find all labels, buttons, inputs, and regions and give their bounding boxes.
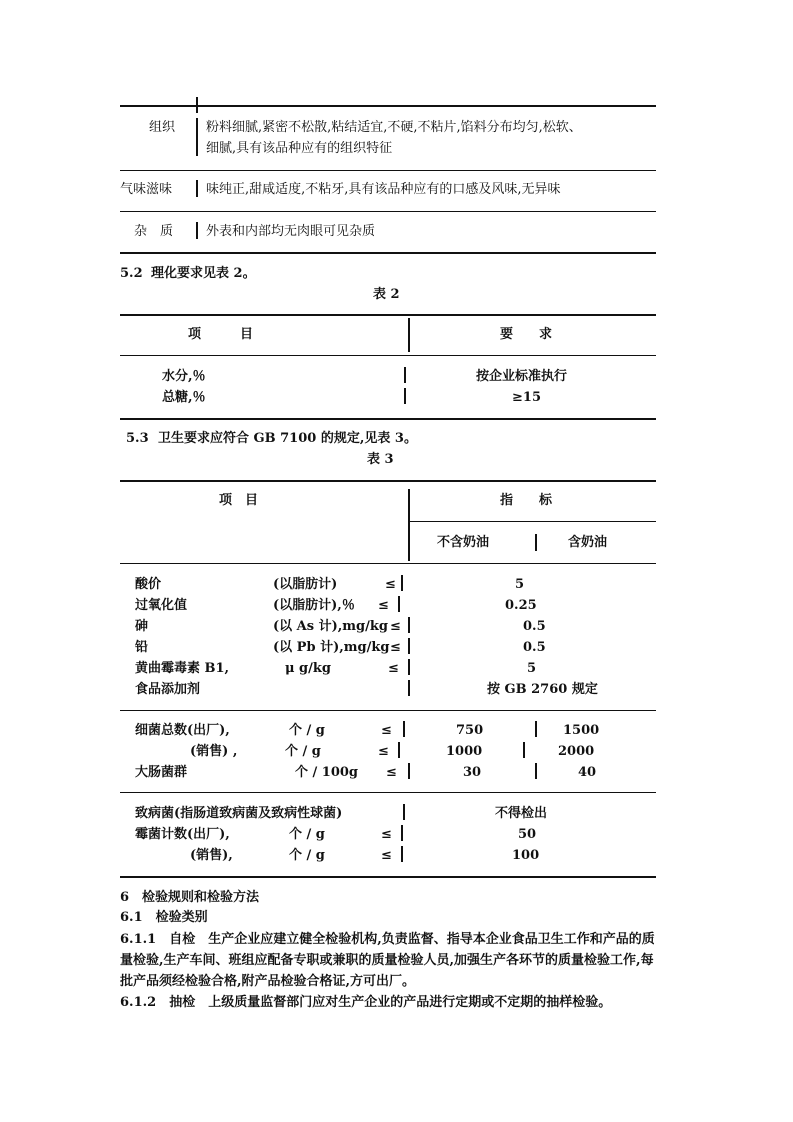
table3-row-name: (销售) , — [190, 744, 238, 759]
table3-row-name: 细菌总数(出厂), — [135, 723, 230, 738]
table3-row-value: 按 GB 2760 规定 — [487, 682, 598, 697]
table3-row-basis: (以脂肪计),％ — [273, 598, 355, 613]
table3-row-op: ≤ — [381, 848, 392, 863]
section-6-1-heading: 6.1 检验类别 — [120, 910, 208, 925]
table1-row-text: 细腻,具有该品种应有的组织特征 — [206, 141, 393, 156]
table3-row-name: 食品添加剂 — [135, 682, 201, 697]
section-5-2-number: 5.2 — [120, 266, 143, 281]
table3-row-name: 铅 — [135, 640, 149, 655]
section-5-2-text: 理化要求见表 2。 — [151, 266, 256, 281]
table3-row-op: ≤ — [390, 619, 401, 634]
table3-header-col1: 不含奶油 — [437, 535, 490, 550]
table1-bottom-rule — [120, 252, 656, 254]
table3-row-value: 0.5 — [523, 619, 546, 634]
table1-row-text: 粉料细腻,紧密不松散,粘结适宜,不硬,不粘片,馅料分布均匀,松软、 — [206, 120, 582, 135]
table3-row-v1: 750 — [456, 723, 484, 738]
table3-row-unit: 个 / g — [289, 848, 325, 863]
table3-col-divider — [403, 804, 405, 820]
table3-row-name: 过氧化值 — [135, 598, 188, 613]
table3-col-divider — [401, 846, 403, 862]
table3-row-name: 砷 — [135, 619, 149, 634]
table3-bottom-rule — [120, 876, 656, 878]
table3-row-unit: 个 / g — [285, 744, 321, 759]
table3-row-name: 黄曲霉毒素 B1, — [135, 661, 230, 676]
section-5-3-text: 卫生要求应符合 GB 7100 的规定,见表 3。 — [158, 431, 417, 446]
table2-row-value: ≥15 — [512, 390, 541, 405]
table2-col-divider — [404, 388, 406, 404]
table3-row-op: ≤ — [381, 827, 392, 842]
table3-col-divider — [408, 617, 410, 633]
table3-col-divider — [408, 659, 410, 675]
table3-row-op: ≤ — [378, 598, 389, 613]
table1-col-divider — [196, 222, 198, 239]
table3-col-divider — [535, 534, 537, 551]
table3-col-divider — [408, 680, 410, 696]
table3-row-value: 0.25 — [505, 598, 537, 613]
table3-col-divider — [403, 721, 405, 737]
table2-row-item: 总糖,％ — [162, 390, 206, 405]
table2-header-item: 项 目 — [188, 327, 254, 342]
table3-row-op: ≤ — [388, 661, 399, 676]
table3-row-op: ≤ — [390, 640, 401, 655]
table1-row-label: 气味滋味 — [120, 182, 173, 197]
table2-header-req: 要 求 — [500, 327, 553, 342]
table3-row-v2: 40 — [578, 765, 597, 780]
table3-row-basis: (以 Pb 计),mg/kg — [273, 640, 390, 655]
table3-col-divider — [535, 721, 537, 737]
table1-top-rule — [120, 105, 656, 107]
table1-row-rule — [120, 170, 656, 171]
table3-row-name: 霉菌计数(出厂), — [135, 827, 230, 842]
table3-row-v2: 1500 — [563, 723, 600, 738]
table1-col-divider — [196, 118, 198, 156]
table3-row-unit: 个 / g — [289, 827, 325, 842]
table3-index-rule — [409, 521, 656, 522]
table3-row-basis: (以 As 计),mg/kg — [273, 619, 388, 634]
table3-row-basis: (以脂肪计) — [273, 577, 338, 592]
section-5-3-number: 5.3 — [126, 431, 149, 446]
table1-row-label: 组织 — [149, 120, 176, 135]
table3-col-divider — [401, 575, 403, 591]
table3-row-v1: 30 — [463, 765, 482, 780]
table3-row-unit: 个 / 100g — [295, 765, 359, 780]
section-6-heading: 6 检验规则和检验方法 — [120, 890, 260, 905]
table3-col-divider — [523, 742, 525, 758]
table2-header-rule — [120, 355, 656, 356]
table3-row-op: ≤ — [378, 744, 389, 759]
table3-col-divider — [398, 596, 400, 612]
table3-header-rule — [120, 563, 656, 564]
table2-caption: 表 2 — [373, 287, 400, 302]
table3-header-col2: 含奶油 — [568, 535, 608, 550]
table3-row-unit: 个 / g — [289, 723, 325, 738]
table3-group-rule — [120, 792, 656, 793]
table2-row-item: 水分,％ — [162, 369, 206, 384]
table3-top-rule — [120, 480, 656, 482]
table3-header-index: 指 标 — [500, 493, 553, 508]
table1-row-rule — [120, 211, 656, 212]
table3-row-value: 0.5 — [523, 640, 546, 655]
table2-top-rule — [120, 314, 656, 316]
table3-row-op: ≤ — [386, 765, 397, 780]
table2-col-divider — [408, 318, 410, 352]
table3-row-basis: μ g/kg — [285, 661, 331, 676]
table3-row-value: 5 — [515, 577, 525, 592]
table3-col-divider — [535, 763, 537, 779]
section-6-1-2-paragraph: 6.1.2 抽检 上级质量监督部门应对生产企业的产品进行定期或不定期的抽样检验。 — [120, 995, 612, 1010]
table3-col-divider — [398, 742, 400, 758]
table3-row-value: 5 — [527, 661, 537, 676]
table3-row-v2: 2000 — [558, 744, 595, 759]
table3-header-item: 项 目 — [219, 493, 259, 508]
table1-row-label: 杂 质 — [134, 224, 174, 239]
table3-row-name: 大肠菌群 — [135, 765, 188, 780]
table3-row-value: 50 — [518, 827, 537, 842]
table1-row-text: 味纯正,甜咸适度,不粘牙,具有该品种应有的口感及风味,无异味 — [206, 182, 561, 197]
table1-col-divider — [196, 97, 198, 113]
table3-row-value: 100 — [512, 848, 540, 863]
table3-row-op: ≤ — [381, 723, 392, 738]
table3-row-name: 酸价 — [135, 577, 162, 592]
table3-col-divider — [408, 489, 410, 561]
table1-row-text: 外表和内部均无肉眼可见杂质 — [206, 224, 376, 239]
table3-caption: 表 3 — [367, 452, 394, 467]
table3-row-name: 致病菌(指肠道致病菌及致病性球菌) — [135, 806, 343, 821]
section-6-1-1-paragraph: 6.1.1 自检 生产企业应建立健全检验机构,负责监督、指导本企业食品卫生工作和产品的质量检验,生产车间、班组应配备专职或兼职的质量检验人员,加强生产各环节的质量检验工作,每批产品须经检验合格,附产品检验合格证,方可出厂。 — [120, 932, 655, 989]
table3-row-name: (销售), — [190, 848, 233, 863]
table2-bottom-rule — [120, 418, 656, 420]
table3-row-op: ≤ — [385, 577, 396, 592]
table3-row-value: 不得检出 — [495, 806, 548, 821]
table2-col-divider — [404, 367, 406, 383]
table3-group-rule — [120, 710, 656, 711]
table3-row-v1: 1000 — [446, 744, 483, 759]
table3-col-divider — [408, 638, 410, 654]
table3-col-divider — [401, 825, 403, 841]
table3-col-divider — [408, 763, 410, 779]
table1-col-divider — [196, 180, 198, 197]
table2-row-value: 按企业标准执行 — [476, 369, 568, 384]
